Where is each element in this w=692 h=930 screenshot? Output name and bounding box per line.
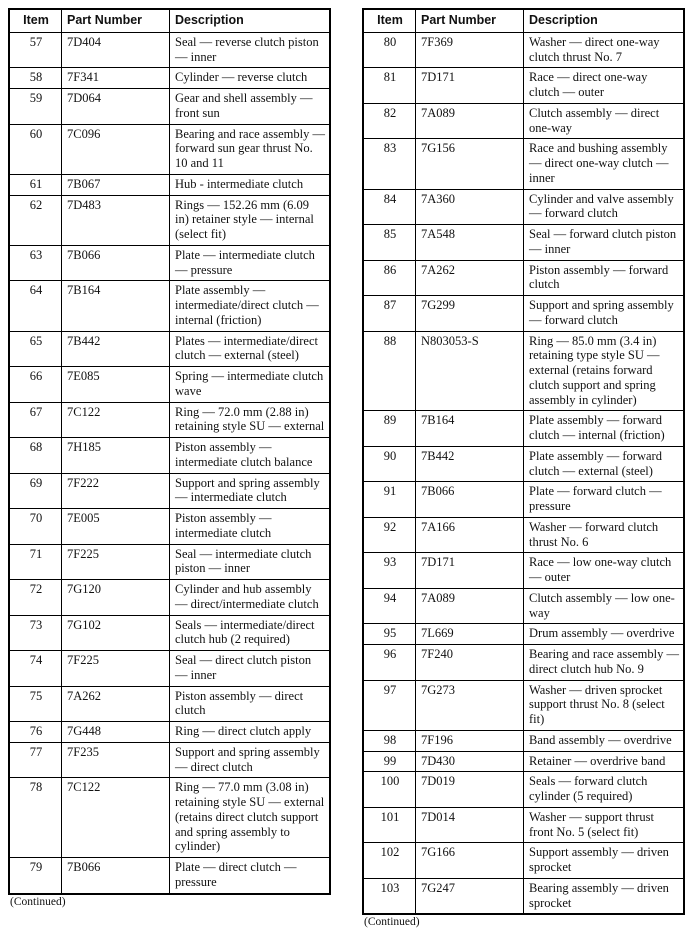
table-row: [363, 517, 684, 553]
description-cell: Ring — 85.0 mm (3.4 in) retaining type style SU — external (retains forward clutch support and spring assembly in cylinder): [524, 331, 685, 411]
description-cell: Cylinder — reverse clutch: [170, 68, 331, 89]
item-cell: 78: [9, 778, 62, 858]
parts-table-items-57-79: [8, 8, 331, 895]
part-number-cell: 7B067: [62, 174, 170, 195]
item-cell: 94: [363, 588, 416, 624]
part-number-cell: 7D064: [62, 89, 170, 125]
description-cell: Seal — intermediate clutch piston — inner: [170, 544, 331, 580]
part-number-cell: 7B442: [62, 331, 170, 367]
column-header-description: Description: [524, 9, 685, 32]
part-number-cell: 7G247: [416, 878, 524, 914]
table-row: [9, 651, 330, 687]
table-row: [9, 32, 330, 68]
part-number-cell: 7A262: [62, 686, 170, 722]
table-row: [363, 411, 684, 447]
description-cell: Seals — intermediate/direct clutch hub (2 required): [170, 615, 331, 651]
description-cell: Ring — 72.0 mm (2.88 in) retaining style SU — external: [170, 402, 331, 438]
description-cell: Seal — direct clutch piston — inner: [170, 651, 331, 687]
description-cell: Retainer — overdrive band: [524, 751, 685, 772]
description-cell: Seal — reverse clutch piston — inner: [170, 32, 331, 68]
part-number-cell: 7A360: [416, 189, 524, 225]
table-row: [9, 89, 330, 125]
description-cell: Cylinder and valve assembly — forward clutch: [524, 189, 685, 225]
table-row: [363, 103, 684, 139]
table-row: [9, 722, 330, 743]
table-row: [9, 281, 330, 331]
description-cell: Race — low one-way clutch — outer: [524, 553, 685, 589]
item-cell: 95: [363, 624, 416, 645]
part-number-cell: 7G299: [416, 296, 524, 332]
part-number-cell: 7L669: [416, 624, 524, 645]
table-row: [9, 68, 330, 89]
description-cell: Washer — support thrust front No. 5 (select fit): [524, 807, 685, 843]
item-cell: 103: [363, 878, 416, 914]
table-row: [363, 843, 684, 879]
part-number-cell: 7G102: [62, 615, 170, 651]
description-cell: Plates — intermediate/direct clutch — external (steel): [170, 331, 331, 367]
item-cell: 71: [9, 544, 62, 580]
item-cell: 96: [363, 645, 416, 681]
part-number-cell: 7G273: [416, 680, 524, 730]
description-cell: Plate — forward clutch — pressure: [524, 482, 685, 518]
parts-table-left-column: [8, 8, 331, 909]
part-number-cell: 7E005: [62, 509, 170, 545]
table-row: [9, 331, 330, 367]
part-number-cell: 7B066: [416, 482, 524, 518]
table-row: [363, 878, 684, 914]
table-row: [363, 225, 684, 261]
description-cell: Clutch assembly — direct one-way: [524, 103, 685, 139]
table-row: [9, 174, 330, 195]
table-row: [9, 686, 330, 722]
item-cell: 98: [363, 730, 416, 751]
item-cell: 68: [9, 438, 62, 474]
item-cell: 77: [9, 742, 62, 778]
table-row: [9, 438, 330, 474]
part-number-cell: 7C122: [62, 402, 170, 438]
description-cell: Piston assembly — intermediate clutch: [170, 509, 331, 545]
item-cell: 101: [363, 807, 416, 843]
parts-table-right-column: [362, 8, 685, 930]
item-cell: 81: [363, 68, 416, 104]
item-cell: 88: [363, 331, 416, 411]
part-number-cell: 7C096: [62, 124, 170, 174]
header-row: [363, 9, 684, 32]
description-cell: Support and spring assembly — direct clutch: [170, 742, 331, 778]
item-cell: 66: [9, 367, 62, 403]
column-header-item: Item: [9, 9, 62, 32]
item-cell: 84: [363, 189, 416, 225]
part-number-cell: 7D019: [416, 772, 524, 808]
description-cell: Rings — 152.26 mm (6.09 in) retainer style — internal (select fit): [170, 195, 331, 245]
item-cell: 102: [363, 843, 416, 879]
item-cell: 79: [9, 858, 62, 894]
table-row: [363, 588, 684, 624]
table-row: [363, 32, 684, 68]
description-cell: Drum assembly — overdrive: [524, 624, 685, 645]
description-cell: Clutch assembly — low one-way: [524, 588, 685, 624]
item-cell: 67: [9, 402, 62, 438]
part-number-cell: 7F369: [416, 32, 524, 68]
item-cell: 65: [9, 331, 62, 367]
part-number-cell: 7D014: [416, 807, 524, 843]
part-number-cell: N803053-S: [416, 331, 524, 411]
item-cell: 57: [9, 32, 62, 68]
part-number-cell: 7B164: [62, 281, 170, 331]
description-cell: Gear and shell assembly — front sun: [170, 89, 331, 125]
part-number-cell: 7F240: [416, 645, 524, 681]
table-row: [363, 772, 684, 808]
description-cell: Ring — 77.0 mm (3.08 in) retaining style SU — external (retains direct clutch support and spring assembly to cylinder): [170, 778, 331, 858]
description-cell: Race and bushing assembly — direct one-way clutch — inner: [524, 139, 685, 189]
part-number-cell: 7F225: [62, 651, 170, 687]
table-row: [363, 624, 684, 645]
table-row: [363, 730, 684, 751]
table-row: [363, 260, 684, 296]
table-row: [9, 778, 330, 858]
part-number-cell: 7G156: [416, 139, 524, 189]
description-cell: Cylinder and hub assembly — direct/intermediate clutch: [170, 580, 331, 616]
item-cell: 61: [9, 174, 62, 195]
description-cell: Plate — intermediate clutch — pressure: [170, 245, 331, 281]
item-cell: 100: [363, 772, 416, 808]
description-cell: Support assembly — driven sprocket: [524, 843, 685, 879]
table-row: [363, 139, 684, 189]
description-cell: Plate assembly — forward clutch — internal (friction): [524, 411, 685, 447]
part-number-cell: 7B164: [416, 411, 524, 447]
item-cell: 99: [363, 751, 416, 772]
table-row: [363, 68, 684, 104]
description-cell: Piston assembly — direct clutch: [170, 686, 331, 722]
continued-note-right: (Continued): [364, 916, 420, 929]
table-row: [363, 482, 684, 518]
item-cell: 92: [363, 517, 416, 553]
item-cell: 63: [9, 245, 62, 281]
description-cell: Washer — forward clutch thrust No. 6: [524, 517, 685, 553]
part-number-cell: 7F225: [62, 544, 170, 580]
description-cell: Piston assembly — intermediate clutch balance: [170, 438, 331, 474]
header-row: [9, 9, 330, 32]
table-row: [363, 680, 684, 730]
column-header-part-number: Part Number: [62, 9, 170, 32]
item-cell: 73: [9, 615, 62, 651]
item-cell: 85: [363, 225, 416, 261]
description-cell: Piston assembly — forward clutch: [524, 260, 685, 296]
table-row: [363, 807, 684, 843]
item-cell: 87: [363, 296, 416, 332]
table-row: [9, 402, 330, 438]
table-row: [9, 473, 330, 509]
part-number-cell: 7A089: [416, 103, 524, 139]
item-cell: 72: [9, 580, 62, 616]
item-cell: 74: [9, 651, 62, 687]
part-number-cell: 7G166: [416, 843, 524, 879]
description-cell: Bearing and race assembly — direct clutch hub No. 9: [524, 645, 685, 681]
part-number-cell: 7B442: [416, 446, 524, 482]
description-cell: Band assembly — overdrive: [524, 730, 685, 751]
table-row: [9, 124, 330, 174]
table-row: [363, 553, 684, 589]
description-cell: Washer — driven sprocket support thrust No. 8 (select fit): [524, 680, 685, 730]
table-row: [363, 751, 684, 772]
part-number-cell: 7F222: [62, 473, 170, 509]
description-cell: Spring — intermediate clutch wave: [170, 367, 331, 403]
item-cell: 58: [9, 68, 62, 89]
column-header-part-number: Part Number: [416, 9, 524, 32]
table-row: [9, 858, 330, 894]
item-cell: 64: [9, 281, 62, 331]
item-cell: 75: [9, 686, 62, 722]
continued-note-left: (Continued): [10, 895, 66, 908]
part-number-cell: 7A166: [416, 517, 524, 553]
item-cell: 82: [363, 103, 416, 139]
table-row: [9, 367, 330, 403]
part-number-cell: 7F196: [416, 730, 524, 751]
part-number-cell: 7D483: [62, 195, 170, 245]
item-cell: 62: [9, 195, 62, 245]
parts-table-items-80-103: [362, 8, 685, 915]
table-row: [9, 580, 330, 616]
description-cell: Bearing assembly — driven sprocket: [524, 878, 685, 914]
part-number-cell: 7D404: [62, 32, 170, 68]
part-number-cell: 7G120: [62, 580, 170, 616]
table-row: [9, 195, 330, 245]
part-number-cell: 7G448: [62, 722, 170, 743]
item-cell: 70: [9, 509, 62, 545]
table-row: [363, 296, 684, 332]
table-row: [9, 615, 330, 651]
description-cell: Plate assembly — intermediate/direct clutch — internal (friction): [170, 281, 331, 331]
description-cell: Bearing and race assembly — forward sun gear thrust No. 10 and 11: [170, 124, 331, 174]
table-row: [9, 544, 330, 580]
description-cell: Support and spring assembly — forward clutch: [524, 296, 685, 332]
table-row: [9, 742, 330, 778]
part-number-cell: 7B066: [62, 858, 170, 894]
part-number-cell: 7A262: [416, 260, 524, 296]
description-cell: Plate assembly — forward clutch — external (steel): [524, 446, 685, 482]
part-number-cell: 7D430: [416, 751, 524, 772]
item-cell: 69: [9, 473, 62, 509]
description-cell: Hub - intermediate clutch: [170, 174, 331, 195]
item-cell: 83: [363, 139, 416, 189]
description-cell: Plate — direct clutch — pressure: [170, 858, 331, 894]
item-cell: 91: [363, 482, 416, 518]
part-number-cell: 7F341: [62, 68, 170, 89]
part-number-cell: 7F235: [62, 742, 170, 778]
table-row: [363, 189, 684, 225]
table-row: [9, 245, 330, 281]
part-number-cell: 7B066: [62, 245, 170, 281]
item-cell: 93: [363, 553, 416, 589]
part-number-cell: 7A548: [416, 225, 524, 261]
item-cell: 60: [9, 124, 62, 174]
table-row: [363, 331, 684, 411]
column-header-description: Description: [170, 9, 331, 32]
description-cell: Race — direct one-way clutch — outer: [524, 68, 685, 104]
item-cell: 76: [9, 722, 62, 743]
item-cell: 90: [363, 446, 416, 482]
column-header-item: Item: [363, 9, 416, 32]
description-cell: Ring — direct clutch apply: [170, 722, 331, 743]
part-number-cell: 7E085: [62, 367, 170, 403]
description-cell: Seal — forward clutch piston — inner: [524, 225, 685, 261]
description-cell: Seals — forward clutch cylinder (5 required): [524, 772, 685, 808]
part-number-cell: 7D171: [416, 68, 524, 104]
part-number-cell: 7A089: [416, 588, 524, 624]
item-cell: 80: [363, 32, 416, 68]
description-cell: Washer — direct one-way clutch thrust No. 7: [524, 32, 685, 68]
item-cell: 97: [363, 680, 416, 730]
table-row: [363, 645, 684, 681]
part-number-cell: 7D171: [416, 553, 524, 589]
table-row: [363, 446, 684, 482]
table-row: [9, 509, 330, 545]
part-number-cell: 7C122: [62, 778, 170, 858]
item-cell: 59: [9, 89, 62, 125]
part-number-cell: 7H185: [62, 438, 170, 474]
item-cell: 86: [363, 260, 416, 296]
item-cell: 89: [363, 411, 416, 447]
description-cell: Support and spring assembly — intermediate clutch: [170, 473, 331, 509]
